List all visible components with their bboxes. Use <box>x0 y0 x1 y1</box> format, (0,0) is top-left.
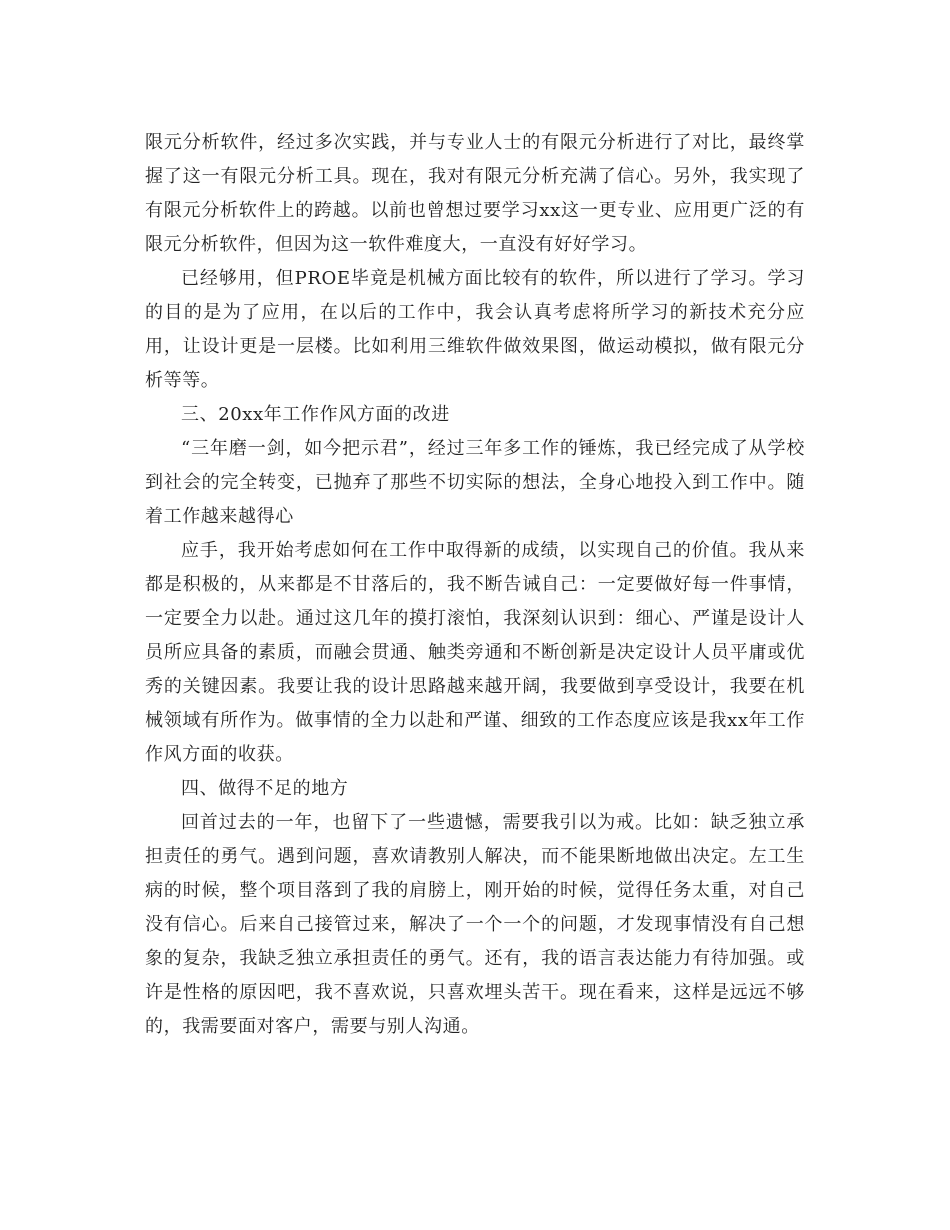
paragraph-three-years: “三年磨一剑，如今把示君”，经过三年多工作的锤炼，我已经完成了从学校到社会的完全转变，已抛弃了那些不切实际的想法，全身心地投入到工作中。随着工作越来越得心 <box>145 438 805 527</box>
paragraph-proe-learning: 已经够用，但PROE毕竟是机械方面比较有的软件，所以进行了学习。学习的目的是为了应用，在以后的工作中，我会认真考虑将所学习的新技术充分应用，让设计更是一层楼。比如利用三维软件做效果图，做运动模拟，做有限元分析等等。 <box>145 268 805 391</box>
paragraph-shortcomings: 回首过去的一年，也留下了一些遗憾，需要我引以为戒。比如：缺乏独立承担责任的勇气。遇到问题，喜欢请教别人解决，而不能果断地做出决定。左工生病的时候，整个项目落到了我的肩膀上，刚开始的时候，觉得任务太重，对自己没有信心。后来自己接管过来，解决了一个一个的问题，才发现事情没有自己想象的复杂，我缺乏独立承担责任的勇气。还有，我的语言表达能力有待加强。或许是性格的原因吧，我不喜欢说，只喜欢埋头苦干。现在看来，这样是远远不够的，我需要面对客户，需要与别人沟通。 <box>145 812 805 1037</box>
paragraph-continued-analysis-software: 限元分析软件，经过多次实践，并与专业人士的有限元分析进行了对比，最终掌握了这一有限元分析工具。现在，我对有限元分析充满了信心。另外，我实现了有限元分析软件上的跨越。以前也曾想过要学习xx这一更专业、应用更广泛的有限元分析软件，但因为这一软件难度大，一直没有好好学习。 <box>145 132 805 255</box>
document-body <box>145 126 805 1044</box>
section-heading-work-style: 三、20xx年工作作风方面的改进 <box>181 404 450 425</box>
paragraph-work-attitude: 应手，我开始考虑如何在工作中取得新的成绩，以实现自己的价值。我从来都是积极的，从来都是不甘落后的，我不断告诫自己：一定要做好每一件事情，一定要全力以赴。通过这几年的摸打滚怕，我深刻认识到：细心、严谨是设计人员所应具备的素质，而融会贯通、触类旁通和不断创新是决定设计人员平庸或优秀的关键因素。我要让我的设计思路越来越开阔，我要做到享受设计，我要在机械领域有所作为。做事情的全力以赴和严谨、细致的工作态度应该是我xx年工作作风方面的收获。 <box>145 540 805 765</box>
section-heading-shortcomings: 四、做得不足的地方 <box>181 778 349 799</box>
